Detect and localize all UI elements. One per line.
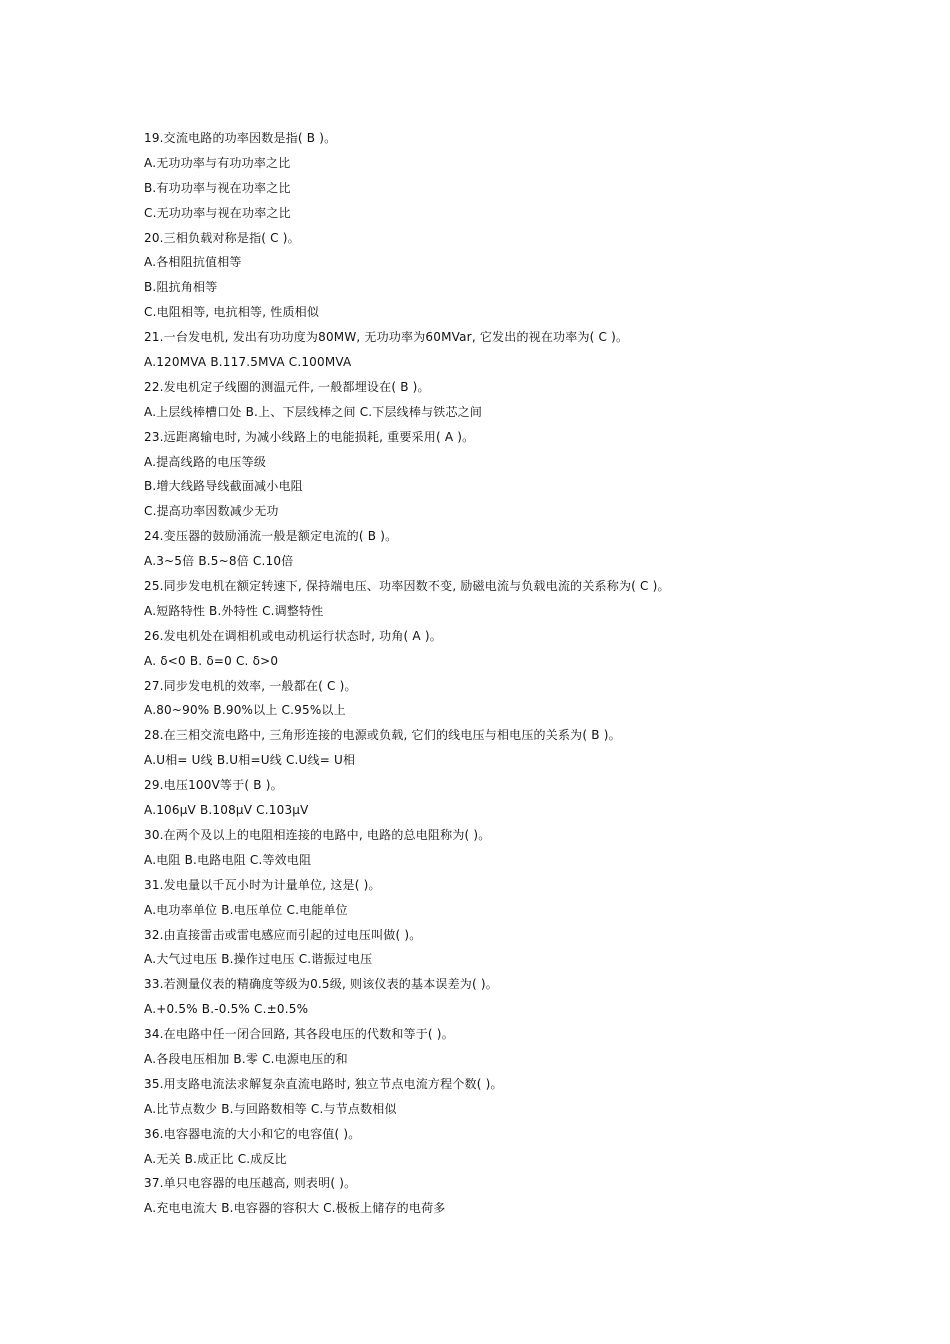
text-line: 22.发电机定子线圈的测温元件, 一般都埋设在( B )。 xyxy=(144,379,430,394)
text-line: A.电功率单位 B.电压单位 C.电能单位 xyxy=(144,902,348,917)
text-line: A.电阻 B.电路电阻 C.等效电阻 xyxy=(144,852,312,867)
text-line: 24.变压器的鼓励涌流一般是额定电流的( B )。 xyxy=(144,529,398,544)
text-line: A.比节点数少 B.与回路数相等 C.与节点数相似 xyxy=(144,1101,397,1116)
text-line: 37.单只电容器的电压越高, 则表明( )。 xyxy=(144,1176,357,1191)
text-line: B.阻抗角相等 xyxy=(144,280,218,295)
text-line: A.提高线路的电压等级 xyxy=(144,454,267,469)
text-line: B.有功功率与视在功率之比 xyxy=(144,180,291,195)
text-line: A.各段电压相加 B.零 C.电源电压的和 xyxy=(144,1051,348,1066)
text-line: 29.电压100V等于( B )。 xyxy=(144,778,283,793)
text-line: 30.在两个及以上的电阻相连接的电路中, 电路的总电阻称为( )。 xyxy=(144,827,491,842)
text-line: A.无功功率与有功功率之比 xyxy=(144,155,291,170)
question-list xyxy=(144,126,844,1221)
text-line: A.U相= U线 B.U相=U线 C.U线= U相 xyxy=(144,753,356,768)
text-line: 28.在三相交流电路中, 三角形连接的电源或负载, 它们的线电压与相电压的关系为( B )。 xyxy=(144,728,621,743)
text-line: A.各相阻抗值相等 xyxy=(144,255,242,270)
text-line: C.无功功率与视在功率之比 xyxy=(144,205,291,220)
text-line: A.3~5倍 B.5~8倍 C.10倍 xyxy=(144,554,294,569)
text-line: A.大气过电压 B.操作过电压 C.谐振过电压 xyxy=(144,952,373,967)
text-line: 26.发电机处在调相机或电动机运行状态时, 功角( A )。 xyxy=(144,628,442,643)
text-line: A. δ<0 B. δ=0 C. δ>0 xyxy=(144,653,279,668)
text-line: A.无关 B.成正比 C.成反比 xyxy=(144,1151,287,1166)
text-line: 23.远距离输电时, 为减小线路上的电能损耗, 重要采用( A )。 xyxy=(144,429,475,444)
text-line: 34.在电路中任一闭合回路, 其各段电压的代数和等于( )。 xyxy=(144,1027,454,1042)
text-line: A.+0.5% B.-0.5% C.±0.5% xyxy=(144,1002,309,1017)
text-line: A.充电电流大 B.电容器的容积大 C.极板上储存的电荷多 xyxy=(144,1201,446,1216)
text-line: 36.电容器电流的大小和它的电容值( )。 xyxy=(144,1126,361,1141)
text-line: 27.同步发电机的效率, 一般都在( C )。 xyxy=(144,678,357,693)
text-line: 21.一台发电机, 发出有功功度为80MW, 无功功率为60MVar, 它发出的视在功率为( C )。 xyxy=(144,330,629,345)
text-line: C.电阻相等, 电抗相等, 性质相似 xyxy=(144,305,320,320)
text-line: 25.同步发电机在额定转速下, 保持端电压、功率因数不变, 励磁电流与负载电流的关系称为( C )。 xyxy=(144,579,670,594)
text-line: A.上层线棒槽口处 B.上、下层线棒之间 C.下层线棒与铁芯之间 xyxy=(144,404,483,419)
text-line: 33.若测量仪表的精确度等级为0.5级, 则该仪表的基本误差为( )。 xyxy=(144,977,498,992)
text-line: B.增大线路导线截面减小电阻 xyxy=(144,479,303,494)
text-line: A.120MVA B.117.5MVA C.100MVA xyxy=(144,355,352,370)
text-line: 32.由直接雷击或雷电感应而引起的过电压叫做( )。 xyxy=(144,927,422,942)
text-line: 20.三相负载对称是指( C )。 xyxy=(144,230,300,245)
text-line: C.提高功率因数减少无功 xyxy=(144,504,279,519)
text-line: A.短路特性 B.外特性 C.调整特性 xyxy=(144,603,324,618)
text-line: 35.用支路电流法求解复杂直流电路时, 独立节点电流方程个数( )。 xyxy=(144,1076,503,1091)
text-line: 19.交流电路的功率因数是指( B )。 xyxy=(144,131,337,145)
text-line: A.80~90% B.90%以上 C.95%以上 xyxy=(144,703,346,718)
text-line: A.106μV B.108μV C.103μV xyxy=(144,803,309,818)
text-line: 31.发电量以千瓦小时为计量单位, 这是( )。 xyxy=(144,877,381,892)
